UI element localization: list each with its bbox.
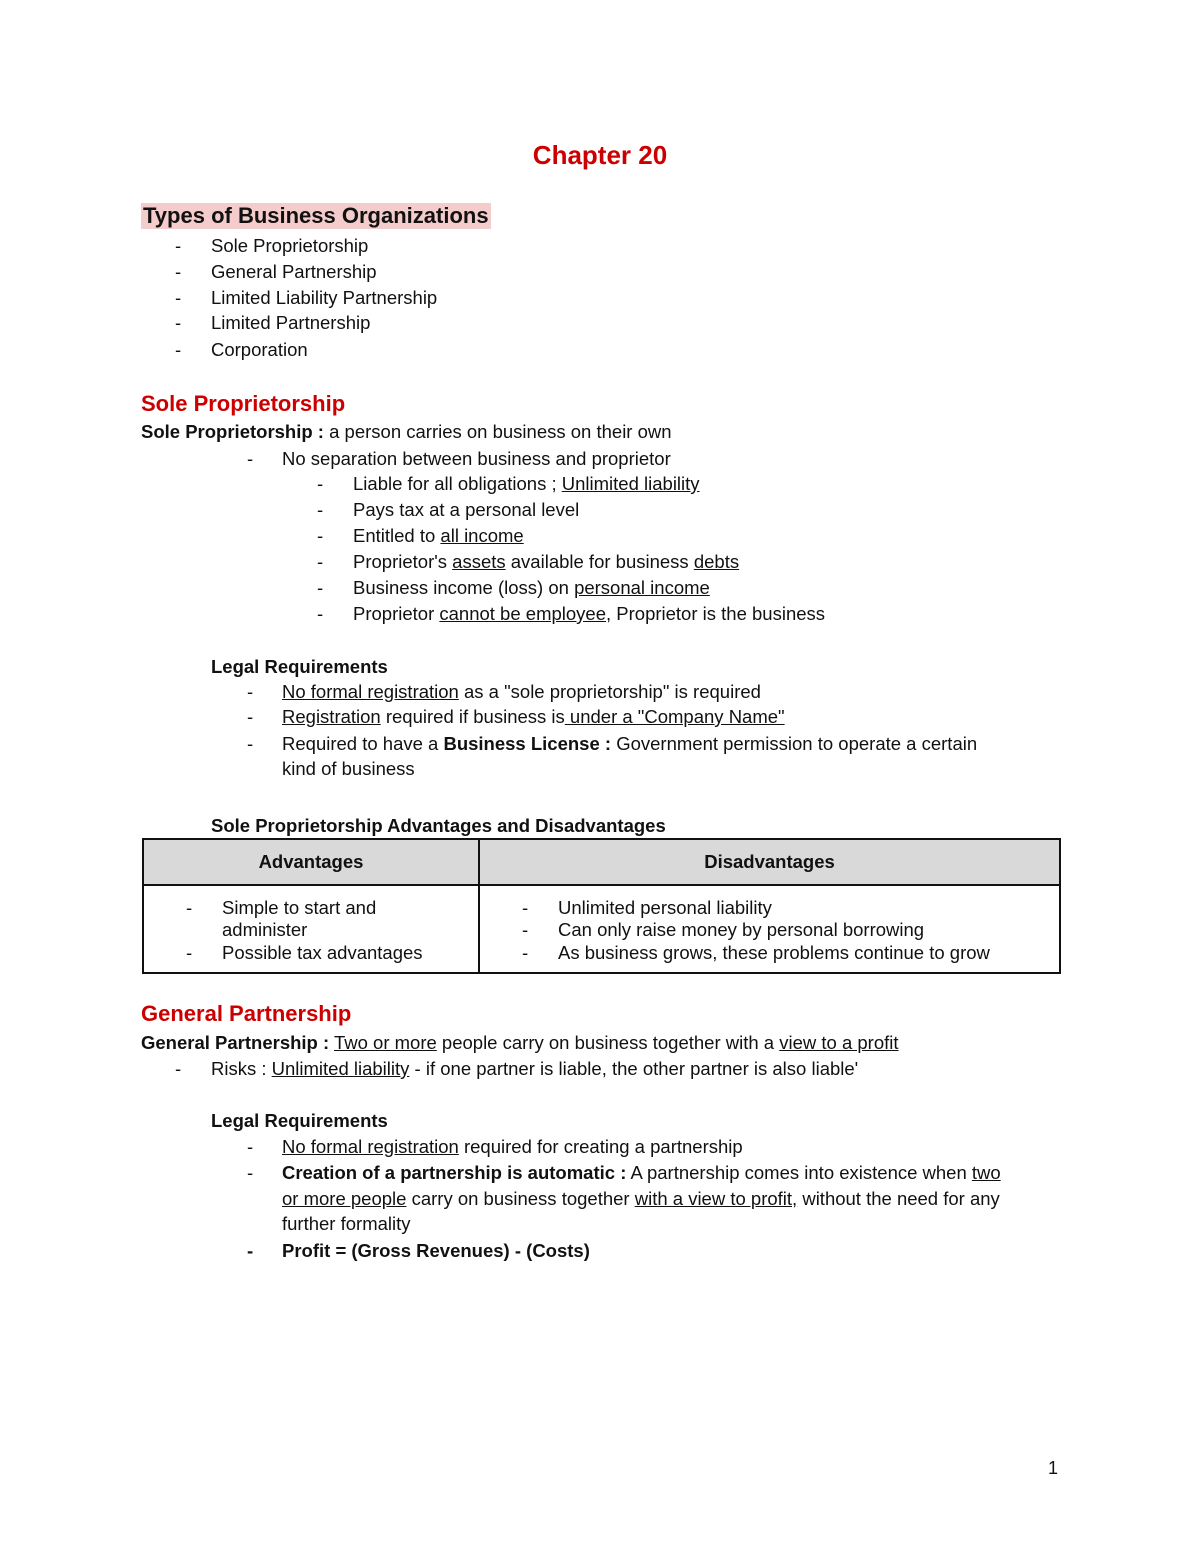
sole-definition: Sole Proprietorship : a person carries on business on their own xyxy=(141,421,672,442)
general-definition: General Partnership : Two or more people carry on business together with a view to a profit xyxy=(141,1032,899,1053)
table-heading: Sole Proprietorship Advantages and Disadvantages xyxy=(211,815,666,836)
list-item: General Partnership xyxy=(211,261,377,282)
list-item: Liable for all obligations ; Unlimited liability xyxy=(353,473,700,494)
list-item: Pays tax at a personal level xyxy=(353,499,580,520)
document-page: Chapter 20 Types of Business Organizations - Sole Proprietorship - General Partnership - Limited Liability Partnership - Limited Partnership - Corporation Sole Proprietorship Sole Proprietorship : a person carries on business on their own - No separation between business and proprietor - Liable for all obligations ; Unlimited liability - Pays tax at a personal level - Entitled to all income - Proprietor's assets available for business debts - Business income (loss) on personal income - Proprietor cannot be employee, Proprietor is the business Legal Requirements - No formal registration as a "sole proprietorship" is required - Registration required if business is under a "Company Name" - Required to have a Business License : Government permission to operate a certain kind of business Sole Proprietorship Advantages and Disadvantages Advantages Disadvantages - Simple to start and administer - Possible tax advantages - Unlimited personal liability - Can only raise money by personal borrowing - As business grows, these problems continue to grow General Partnership General Partnership : Two or more people carry on business together with a view to a profit - Risks : Unlimited liability - if one partner is liable, the other partner is also liable' Legal Requirements - No formal registration required for creating a partnership - Creation of a partnership is automatic : A partnership comes into existence when two or more people carry on business together with a view to profit, without the need for any further formality - Profit = (Gross Revenues) - (Costs) 1 xyxy=(0,0,1200,1553)
list-item: Limited Partnership xyxy=(211,312,371,333)
list-item: Sole Proprietorship xyxy=(211,235,369,256)
list-item: Risks : Unlimited liability - if one partner is liable, the other partner is also liable' xyxy=(211,1058,859,1079)
list-item: Required to have a Business License : Government permission to operate a certain xyxy=(282,733,978,754)
disadvantages-cell: - Unlimited personal liability - Can only raise money by personal borrowing - As business grows, these problems continue to grow xyxy=(479,885,1060,973)
list-item: Entitled to all income xyxy=(353,525,524,546)
no-separation: No separation between business and proprietor xyxy=(282,448,671,469)
list-item-continued: administer xyxy=(222,919,308,940)
list-item: Corporation xyxy=(211,339,308,360)
list-item: Limited Liability Partnership xyxy=(211,287,438,308)
page-title: Chapter 20 xyxy=(532,140,668,170)
list-item: No formal registration as a "sole proprietorship" is required xyxy=(282,681,761,702)
types-heading: Types of Business Organizations xyxy=(143,203,489,228)
list-item: Simple to start and xyxy=(222,897,377,918)
list-item: As business grows, these problems continue to grow xyxy=(558,942,990,963)
list-item: No formal registration required for creating a partnership xyxy=(282,1136,743,1157)
col-advantages: Advantages xyxy=(143,839,479,885)
page-number: 1 xyxy=(1047,1458,1058,1478)
list-item: Proprietor cannot be employee, Proprietor is the business xyxy=(353,603,826,624)
general-heading: General Partnership xyxy=(141,1001,352,1026)
list-item: Possible tax advantages xyxy=(222,942,423,963)
list-item: Business income (loss) on personal income xyxy=(353,577,710,598)
list-item: Creation of a partnership is automatic : A partnership comes into existence when two xyxy=(282,1162,1001,1183)
general-legal-heading: Legal Requirements xyxy=(211,1110,388,1131)
advantages-cell: - Simple to start and administer - Possible tax advantages xyxy=(143,885,479,973)
list-item: - xyxy=(175,235,182,256)
list-item: Can only raise money by personal borrowing xyxy=(558,919,925,940)
list-item: Unlimited personal liability xyxy=(558,897,772,918)
sole-heading: Sole Proprietorship xyxy=(141,391,346,416)
list-item: Registration required if business is under a "Company Name" xyxy=(282,706,785,727)
list-item-continued: or more people carry on business together with a view to profit, without the need for any xyxy=(282,1188,1000,1209)
list-item-continued: further formality xyxy=(282,1213,411,1234)
sole-legal-heading: Legal Requirements xyxy=(211,656,388,677)
list-item: Proprietor's assets available for business debts xyxy=(353,551,740,572)
advantages-table xyxy=(142,838,1061,974)
list-item-continued: kind of business xyxy=(282,758,415,779)
col-disadvantages: Disadvantages xyxy=(479,839,1060,885)
profit-formula: Profit = (Gross Revenues) - (Costs) xyxy=(282,1240,590,1261)
